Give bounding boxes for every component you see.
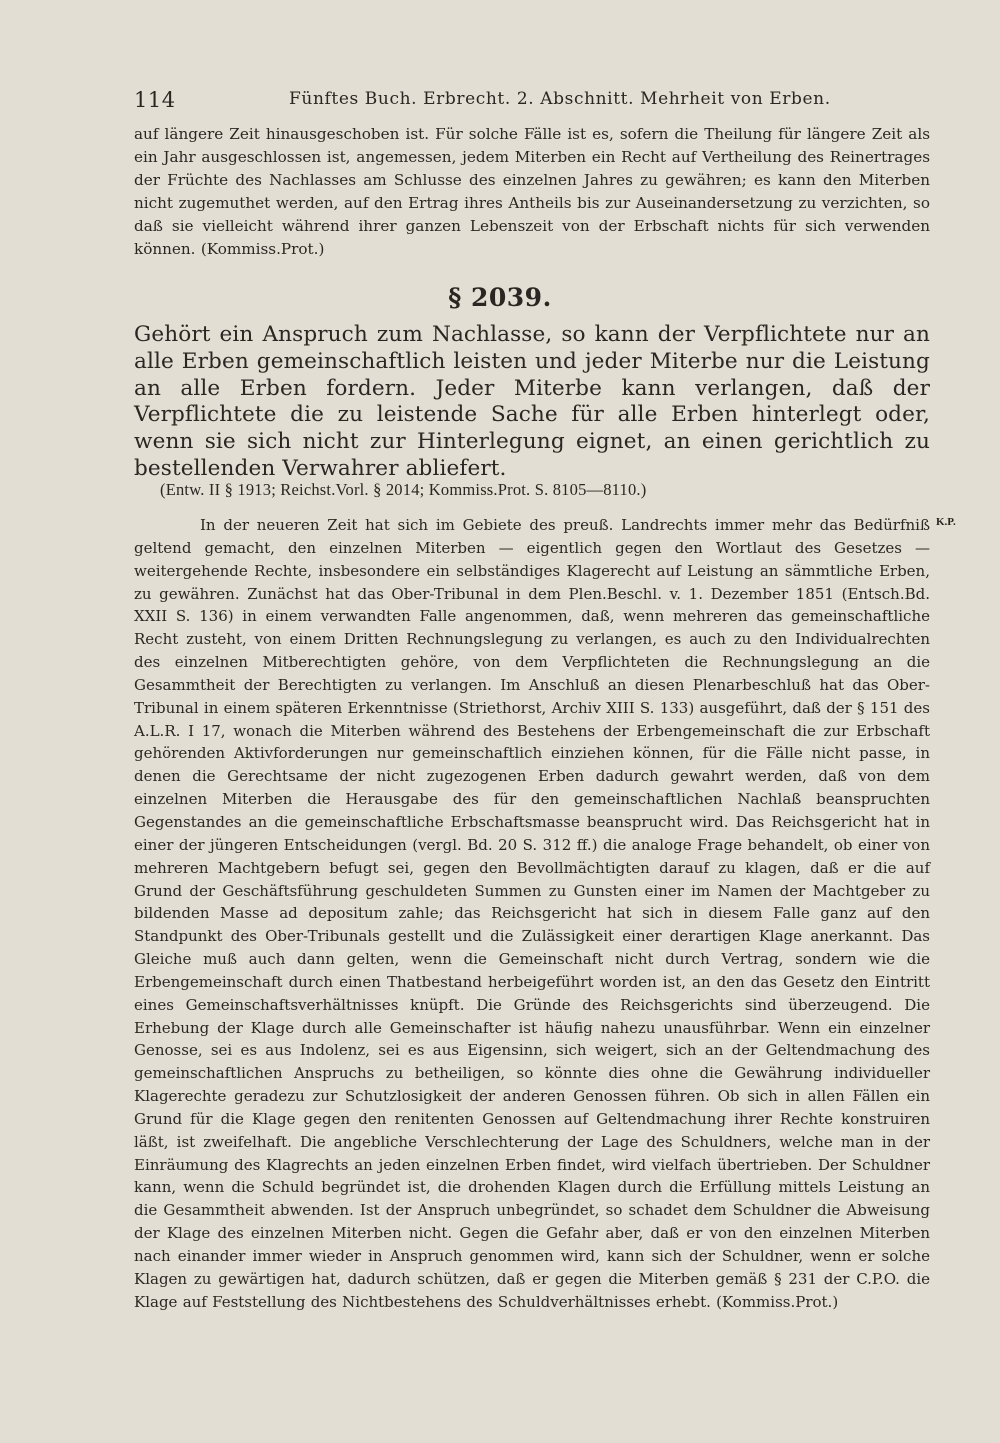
margin-note: K.P. xyxy=(936,516,956,528)
section-statute-text: Gehört ein Anspruch zum Nachlasse, so kann der Verpflichtete nur an alle Erben gemeinschaftlich leisten und jeder Miterbe nur die Leistung an alle Erben fordern. Jeder Miterbe kann verlangen, daß der Verpflichtete die zu leistende Sache für alle Erben hinterlegt oder, wenn sie sich nicht zur Hinterlegung eignet, an einen gerichtlich zu bestellenden Verwahrer abliefert. xyxy=(134,322,930,481)
page-number: 114 xyxy=(134,88,176,112)
section-citation: (Entw. II § 1913; Reichst.Vorl. § 2014; Kommiss.Prot. S. 8105—8110.) xyxy=(160,480,647,499)
commentary-paragraph: In der neueren Zeit hat sich im Gebiete des preuß. Landrechts immer mehr das Bedürfniß geltend gemacht, den einzelnen Miterben — eigentlich gegen den Wortlaut des Gesetzes — weitergehende Rechte, insbesondere ein selbständiges Klagerecht auf Leistung an sämmtliche Erben, zu gewähren. Zunächst hat das Ober-Tribunal in dem Plen.Beschl. v. 1. Dezember 1851 (Entsch.Bd. XXII S. 136) in einem verwandten Falle angenommen, daß, wenn mehreren das gemeinschaftliche Recht zusteht, von einem Dritten Rechnungslegung zu verlangen, es auch zu den Individualrechten des einzelnen Mitberechtigten gehöre, von dem Verpflichteten die Rechnungslegung an die Gesammtheit der Berechtigten zu verlangen. Im Anschluß an diesen Plenarbeschluß hat das Ober-Tribunal in einem späteren Erkenntnisse (Striethorst, Archiv XIII S. 133) ausgeführt, daß der § 151 des A.L.R. I 17, wonach die Miterben während des Bestehens der Erbengemeinschaft die zur Erbschaft gehörenden Aktivforderungen nur gemeinschaftlich einziehen können, für die Fälle nicht passe, in denen die Gerechtsame der nicht zugezogenen Erben dadurch gewahrt werden, daß von dem einzelnen Miterben die Herausgabe des für den gemeinschaftlichen Nachlaß beanspruchten Gegenstandes an die gemeinschaftliche Erbschaftsmasse beansprucht wird. Das Reichsgericht hat in einer der jüngeren Entscheidungen (vergl. Bd. 20 S. 312 ff.) die analoge Frage behandelt, ob einer von mehreren Machtgebern befugt sei, gegen den Bevollmächtigten darauf zu klagen, daß er die auf Grund der Geschäftsführung geschuldeten Summen zu Gunsten einer im Namen der Machtgeber zu bildenden Masse ad depositum zahle; das Reichsgericht hat sich in diesem Falle ganz auf den Standpunkt des Ober-Tribunals gestellt und die Zulässigkeit einer derartigen Klage anerkannt. Das Gleiche muß auch dann gelten, wenn die Gemeinschaft nicht durch Vertrag, sondern wie die Erbengemeinschaft durch einen Thatbestand herbeigeführt worden ist, an den das Gesetz den Eintritt eines Gemeinschaftsverhältnisses knüpft. Die Gründe des Reichsgerichts sind überzeugend. Die Erhebung der Klage durch alle Gemeinschafter ist häufig nahezu unausführbar. Wenn ein einzelner Genosse, sei es aus Indolenz, sei es aus Eigensinn, sich weigert, sich an der Geltendmachung des gemeinschaftlichen Anspruchs zu betheiligen, so könnte dies ohne die Gewährung individueller Klagerechte geradezu zur Schutzlosigkeit der anderen Genossen führen. Ob sich in allen Fällen ein Grund für die Klage gegen den renitenten Genossen auf Geltendmachung ihrer Rechte konstruiren läßt, ist zweifelhaft. Die angebliche Verschlechterung der Lage des Schuldners, welche man in der Einräumung des Klagrechts an jeden einzelnen Erben findet, wird vielfach übertrieben. Der Schuldner kann, wenn die Schuld begründet ist, die drohenden Klagen durch die Erfüllung mittels Leistung an die Gesammtheit abwenden. Ist der Anspruch unbegründet, so schadet dem Schuldner die Abweisung der Klage des einzelnen Miterben nicht. Gegen die Gefahr aber, daß er von den einzelnen Miterben nach einander immer wieder in Anspruch genommen wird, kann sich der Schuldner, wenn er solche Klagen zu gewärtigen hat, dadurch schützen, daß er gegen die Miterben gemäß § 231 der C.P.O. die Klage auf Feststellung des Nichtbestehens des Schuldverhältnisses erhebt. (Kommiss.Prot.) xyxy=(134,516,930,1311)
running-title: Fünftes Buch. Erbrecht. 2. Abschnitt. Mehrheit von Erben. xyxy=(289,89,831,109)
section-heading: § 2039. xyxy=(448,283,552,312)
running-header xyxy=(134,88,934,114)
intro-paragraph: auf längere Zeit hinausgeschoben ist. Für solche Fälle ist es, sofern die Theilung für längere Zeit als ein Jahr ausgeschlossen ist, angemessen, jedem Miterben ein Recht auf Vertheilung des Reinertrages der Früchte des Nachlasses am Schlusse des einzelnen Jahres zu gewähren; es kann den Miterben nicht zugemuthet werden, auf den Ertrag ihres Antheils bis zur Auseinandersetzung zu verzichten, so daß sie vielleicht während ihrer ganzen Lebenszeit von der Erbschaft nichts für sich verwenden können. (Kommiss.Prot.) xyxy=(134,125,930,259)
